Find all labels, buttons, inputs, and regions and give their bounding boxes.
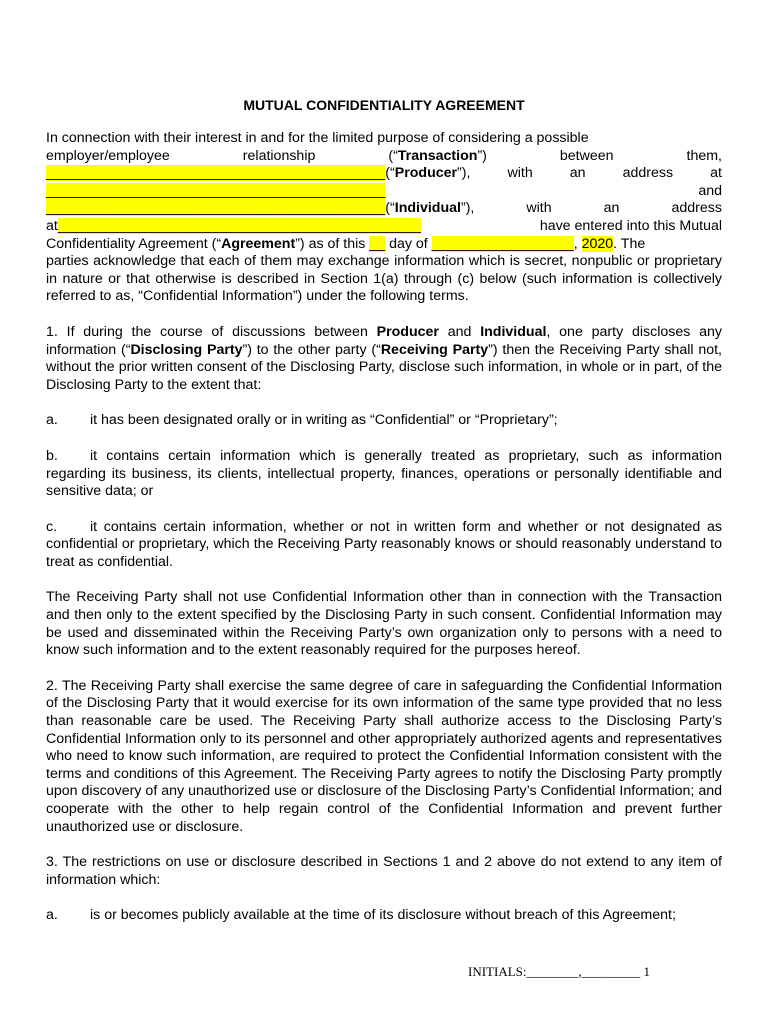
producer-name-blank[interactable]: ___________________________________________ [46, 165, 386, 182]
intro-line-1: In connection with their interest in and for the limited purpose of considering a possible [46, 130, 589, 146]
section-1b: b. it contains certain information which is generally treated as proprietary, such as information regarding its business, its clients, intellectual property, finances, operations or personally identifiable and sensitive data; or [46, 447, 722, 500]
producer-address-line: ___________________________________________ and [46, 182, 722, 199]
intro-paragraph [46, 130, 722, 306]
document-title: MUTUAL CONFIDENTIALITY AGREEMENT [243, 97, 525, 113]
agreement-date-line: Confidentiality Agreement (“Agreement”) as of this __ day of __________________, 2020. The [46, 235, 646, 252]
section-3: 3. The restrictions on use or disclosure described in Sections 1 and 2 above do not extend to any item of information which: [46, 854, 722, 888]
section-1: 1. If during the course of discussions between Producer and Individual, one party discloses any information (“Disclosing Party”) to the other party (“Receiving Party”) then the Receiving Party shall not, without the prior written consent of the Disclosing Party, disclose such information, in whole or in part, of the Disclosing Party to the extent that: [46, 323, 722, 393]
page-number: 1 [643, 964, 650, 979]
section-1a: a. it has been designated orally or in writing as “Confidential” or “Proprietary”; [46, 412, 558, 429]
month-blank[interactable]: __________________ [431, 235, 574, 252]
section-2: 2. The Receiving Party shall exercise the same degree of care in safeguarding the Confidential Information of the Disclosing Party that it would exercise for its own information of the same type provided that no less than reasonable care be used. The Receiving Party shall authorize access to the Disclosing Party’s Confidential Information only to its personnel and other appropriately authorized agents and representatives who need to know such information, are required to protect the Confidential Information consistent with the terms and conditions of this Agreement. The Receiving Party agrees to notify the Disclosing Party promptly upon discovery of any unauthorized use or disclosure of the Disclosing Party’s Confidential Information; and cooperate with the other to help regain control of the Confidential Information and prevent further unauthorized use or disclosure. [46, 677, 722, 835]
intro-line-2: employer/employee relationship (“Transaction”) between them, [46, 147, 722, 164]
section-1c: c. it contains certain information, whether or not in written form and whether or not designated as confidential or proprietary, which the Receiving Party reasonably knows or should reasonably understand to treat as confidential. [46, 518, 722, 570]
producer-address-blank[interactable]: ___________________________________________ [46, 182, 386, 199]
initials-field[interactable]: INITIALS:________,_________ [468, 964, 641, 979]
individual-address-blank[interactable]: ______________________________________________ [57, 217, 421, 234]
individual-address-line: at______________________________________________ have entered into this Mutual [46, 217, 722, 234]
individual-line: ___________________________________________(“Individual”), with an address [46, 200, 722, 217]
year-field[interactable]: 2020 [581, 235, 614, 252]
intro-rest: parties acknowledge that each of them may exchange information which is secret, nonpublic or proprietary in nature or that otherwise is described in Section 1(a) through (c) below (such information is collectively referred to as, “Confidential Information”) under the following terms. [46, 253, 722, 305]
page-footer [468, 964, 650, 980]
use-paragraph: The Receiving Party shall not use Confidential Information other than in connection with the Transaction and then only to the extent specified by the Disclosing Party in such consent. Confidential Information may be used and disseminated within the Receiving Party’s own organization only to persons with a need to know such information and to the extent reasonably required for the purposes hereof. [46, 589, 722, 659]
individual-name-blank[interactable]: ___________________________________________ [46, 200, 386, 217]
section-3a: a. is or becomes publicly available at the time of its disclosure without breach of this Agreement; [46, 907, 676, 924]
document-page [46, 96, 722, 943]
day-blank[interactable]: __ [369, 235, 386, 252]
producer-line: ___________________________________________(“Producer”), with an address at [46, 165, 722, 182]
